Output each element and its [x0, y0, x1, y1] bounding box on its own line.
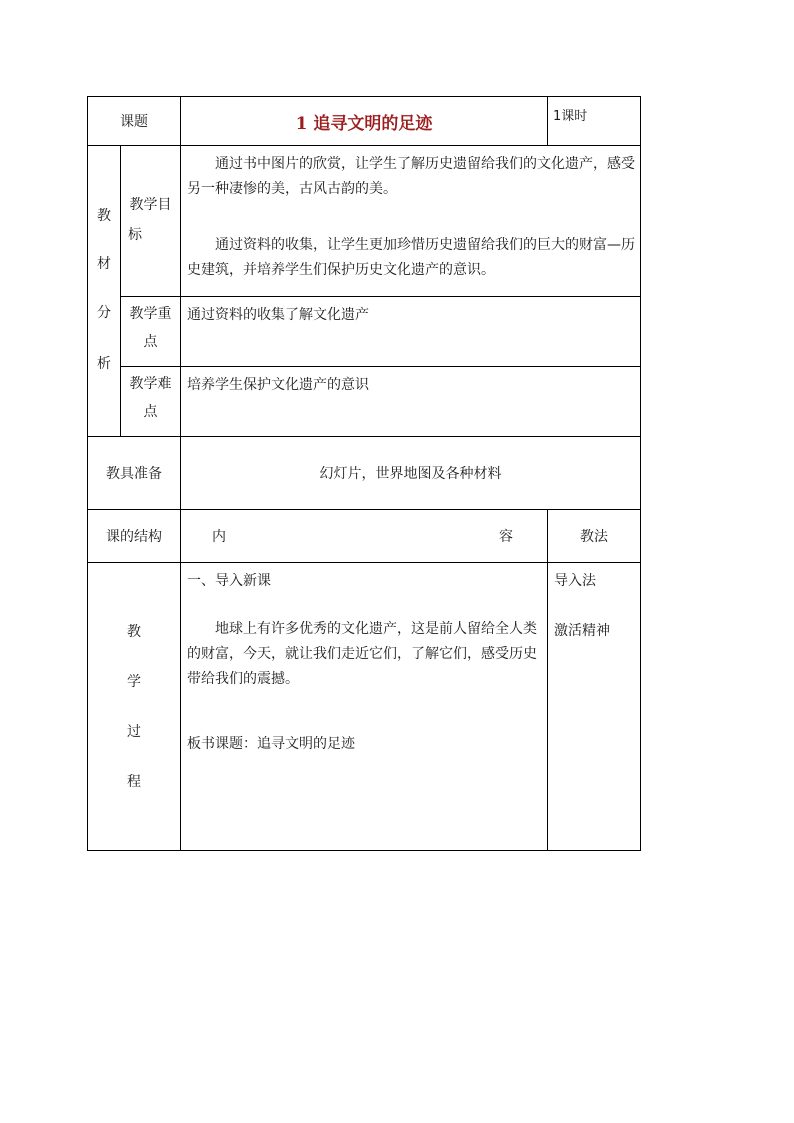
goal-label — [121, 190, 180, 250]
analysis-label-char-1: 教 — [97, 208, 111, 224]
difficult-point-label-line-2: 点 — [143, 404, 158, 420]
method-heading: 教法 — [580, 529, 608, 545]
subject-label: 课题 — [120, 114, 148, 130]
analysis-label-char-2: 材 — [97, 256, 111, 272]
goal-paragraph-2: 通过资料的收集，让学生更加珍惜历史遗留给我们的巨大的财富—历史建筑，并培养学生们保护历史文化遗产的意识。 — [187, 237, 635, 279]
tools-text: 幻灯片，世界地图及各种材料 — [319, 466, 502, 482]
tools-label: 教具准备 — [106, 466, 162, 482]
process-label-char-1: 教 — [127, 624, 141, 640]
analysis-label-char-3: 分 — [97, 305, 111, 321]
key-point-label-line-2: 点 — [143, 334, 158, 350]
content-heading-1: 内 — [212, 529, 226, 545]
process-label-char-2: 学 — [127, 674, 141, 690]
process-label-char-4: 程 — [127, 774, 141, 790]
process-label-char-3: 过 — [127, 724, 141, 740]
key-point-text: 通过资料的收集了解文化遗产 — [187, 307, 369, 323]
section-title: 一、导入新课 — [187, 573, 271, 589]
key-point-label-line-1: 教学重 — [129, 306, 172, 322]
analysis-label-char-4: 析 — [97, 356, 111, 372]
structure-label: 课的结构 — [106, 529, 162, 545]
goal-paragraph-1: 通过书中图片的欣赏，让学生了解历史遗留给我们的文化遗产，感受另一种凄惨的美，古风古韵的美。 — [187, 156, 635, 198]
goal-label-line-2: 标 — [128, 227, 142, 243]
goal-label-line-1: 教学目 — [129, 197, 172, 213]
key-point-label — [121, 300, 180, 356]
difficult-point-text: 培养学生保护文化遗产的意识 — [187, 377, 369, 393]
lesson-hours: 1课时 — [553, 109, 588, 124]
method-item-1: 导入法 — [554, 573, 596, 589]
intro-paragraph: 地球上有许多优秀的文化遗产，这是前人留给全人类的财富，今天，就让我们走近它们，了解它们，感受历史带给我们的震撼。 — [187, 621, 537, 688]
board-title: 板书课题：追寻文明的足迹 — [187, 736, 355, 752]
difficult-point-label — [121, 370, 180, 426]
method-item-2: 激活精神 — [554, 623, 610, 639]
lesson-title: 1 追寻文明的足迹 — [295, 113, 433, 134]
content-heading-2: 容 — [499, 529, 513, 545]
difficult-point-label-line-1: 教学难 — [129, 376, 172, 392]
